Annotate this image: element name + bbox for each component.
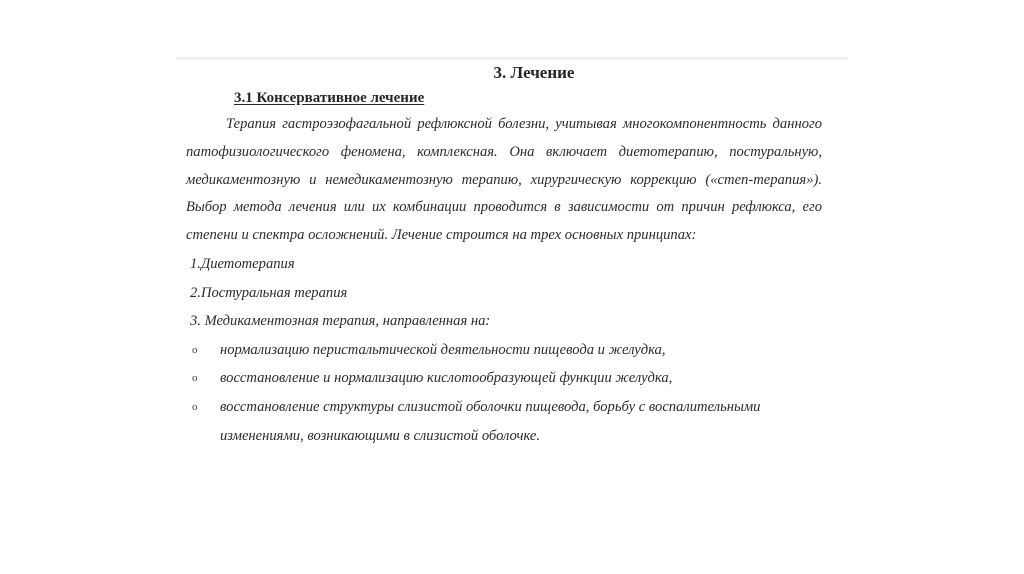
- principle-item-diet: 1.Диетотерапия: [190, 255, 295, 272]
- page-top-edge: [176, 57, 848, 60]
- list-item: [186, 336, 822, 365]
- intro-paragraph: Терапия гастроэзофагальной рефлюксной болезни, учитывая многокомпонентность данного патофизиологического феномена, комплексная. Она включает диетотерапию, постуральную, медикаментозную и немедикаментозную терапию, хирургическую коррекцию («степ-терапия»). Выбор метода лечения или их комбинации проводится в зависимости от причин рефлюкса, его степени и спектра осложнений. Лечение строится на трех основных принципах:: [186, 116, 822, 244]
- document-page: [186, 62, 822, 450]
- list-item: [186, 393, 822, 450]
- circle-bullet-icon: o: [192, 400, 198, 413]
- subsection-heading: 3.1 Консервативное лечение: [234, 90, 425, 106]
- list-item-text: нормализацию перистальтической деятельности пищевода и желудка,: [220, 341, 666, 358]
- circle-bullet-icon: o: [192, 343, 198, 356]
- list-item-text: восстановление структуры слизистой оболочки пищевода, борьбу с воспалительными изменениями, возникающими в слизистой оболочке.: [220, 398, 761, 444]
- list-item: [186, 364, 822, 393]
- section-heading: 3. Лечение: [493, 63, 575, 82]
- circle-bullet-icon: o: [192, 372, 198, 385]
- principle-item-medication: 3. Медикаментозная терапия, направленная на:: [190, 313, 491, 330]
- principle-item-postural: 2.Постуральная терапия: [190, 284, 348, 301]
- list-item-text: восстановление и нормализацию кислотообразующей функции желудка,: [220, 370, 673, 387]
- medication-goals-list: [186, 336, 822, 450]
